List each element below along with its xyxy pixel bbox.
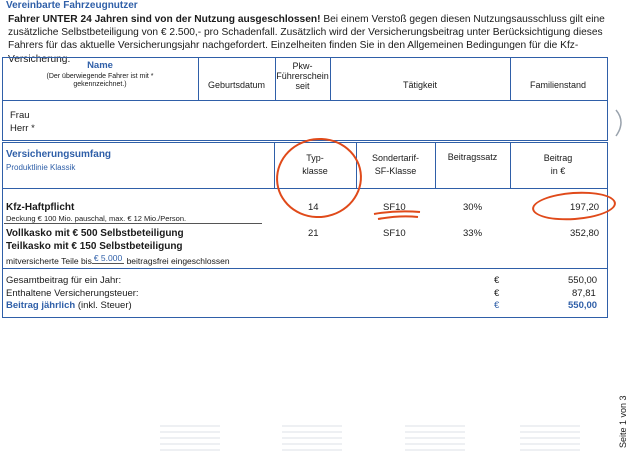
full-coverage-premium: 352,80 xyxy=(570,228,600,239)
coverage-title: Versicherungsumfang xyxy=(6,149,112,160)
total-value: 550,00 xyxy=(568,275,598,286)
tax-currency: € xyxy=(494,288,500,299)
col-name-note: (Der überwiegende Fahrer ist mit * gekennzeichnet.) xyxy=(46,73,154,88)
col-premium: Beitrag in € xyxy=(543,153,573,176)
total-currency: € xyxy=(494,275,500,286)
bleed-through-block-2 xyxy=(282,425,342,455)
bleed-through-block-1 xyxy=(160,425,220,455)
annual-currency: € xyxy=(494,300,500,311)
col-sf-class: Sondertarif- SF-Klasse xyxy=(371,153,420,176)
col-birthdate: Geburtsdatum xyxy=(207,80,266,90)
partial-coverage-name: Teilkasko mit € 150 Selbstbeteiligung xyxy=(6,241,183,252)
liability-rate: 30% xyxy=(463,202,483,213)
annual-value: 550,00 xyxy=(568,300,598,311)
section-title: Vereinbarte Fahrzeugnutzer xyxy=(6,0,138,11)
col-marital-status: Familienstand xyxy=(529,80,587,90)
full-coverage-type-class: 21 xyxy=(308,228,319,239)
liability-premium: 197,20 xyxy=(570,202,600,213)
page-number: Seite 1 von 3 xyxy=(618,395,628,448)
annual-label: Beitrag jährlich xyxy=(6,300,76,311)
tax-value: 87,81 xyxy=(572,288,596,299)
col-rate: Beitragssatz xyxy=(447,152,498,162)
page-edge-mark xyxy=(614,108,628,138)
included-parts-value: € 5.000 xyxy=(93,253,123,263)
liability-detail: Deckung € 100 Mio. pauschal, max. € 12 Mio./Person. xyxy=(6,214,187,223)
annual-note: (inkl. Steuer) xyxy=(77,300,132,311)
driver-row-1: Frau xyxy=(10,110,30,121)
product-line: Produktlinie Klassik xyxy=(6,163,76,172)
full-coverage-name: Vollkasko mit € 500 Selbstbeteiligung xyxy=(6,228,184,239)
bleed-through-block-4 xyxy=(520,425,580,455)
liability-sf-class: SF10 xyxy=(383,202,406,213)
included-parts: mitversicherte Teile bis € 5.000 beitragsfrei eingeschlossen xyxy=(6,253,230,266)
total-label: Gesamtbeitrag für ein Jahr: xyxy=(6,275,122,286)
annual-premium-row xyxy=(6,300,132,311)
bleed-through-block-3 xyxy=(405,425,465,455)
exclusion-notice-bold: Fahrer UNTER 24 Jahren sind von der Nutzung ausgeschlossen! xyxy=(8,14,321,25)
col-name: Name (Der überwiegende Fahrer ist mit * gekennzeichnet.) xyxy=(4,61,196,89)
tax-label: Enthaltene Versicherungsteuer: xyxy=(6,288,139,299)
full-coverage-sf-class: SF10 xyxy=(383,228,406,239)
driver-row-2: Herr * xyxy=(10,123,35,134)
liability-type-class: 14 xyxy=(308,202,319,213)
col-license: Pkw- Führerschein seit xyxy=(276,61,329,91)
sf-underline-annotation xyxy=(372,208,424,222)
exclusion-notice-text: Bei einem Verstoß gegen diesen Nutzungsausschluss gilt eine zusätzliche Selbstbeteiligung von € 2.500,- pro Schadenfall. Zusätzlich wird der Versicherungsbeitrag unter Berücksichtigung dieses Fahrers für das aktuelle Versicherungsjahr nachgefordert. Einzelheiten finden Sie in den Allgemeinen Bedingungen für die Kfz-Versicherung. xyxy=(8,14,605,65)
full-coverage-rate: 33% xyxy=(463,228,483,239)
liability-name: Kfz-Haftpflicht xyxy=(6,202,75,213)
col-type-class: Typ- klasse xyxy=(302,153,328,176)
col-occupation: Tätigkeit xyxy=(402,80,437,90)
